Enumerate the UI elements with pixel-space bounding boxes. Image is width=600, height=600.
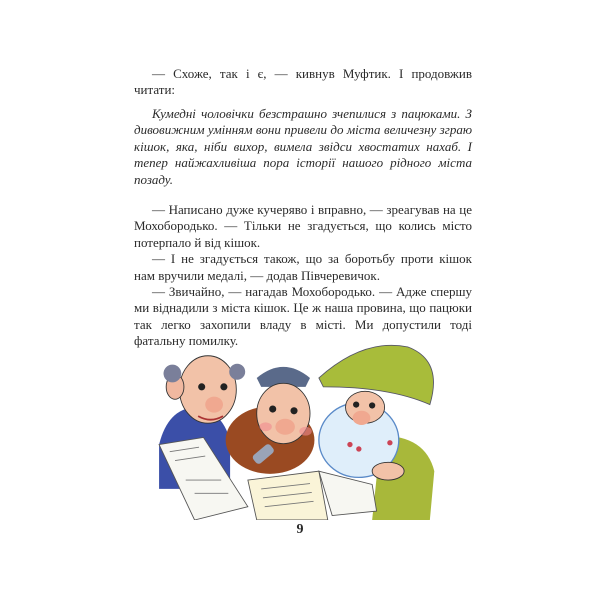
illustration-three-characters-reading-newspaper	[140, 338, 480, 520]
page-number: 9	[296, 522, 304, 537]
paragraph: — Звичайно, — нагадав Мохобородько. — Адже спершу ми віднадили з міста кішок. Це ж наша провина, що пацюки так легко захопили владу в місті. Ми допустили тоді фатальну помилку.	[134, 284, 472, 349]
paragraph: — Схоже, так і є, — кивнув Муфтик. І продовжив читати:	[134, 66, 472, 98]
paragraph: — І не згадується також, що за боротьбу проти кішок нам вручили медалі, — додав Півчеревичок.	[134, 251, 472, 283]
dialogue-text	[134, 202, 472, 350]
italic-paragraph: Кумедні чоловічки безстрашно зчепилися з пацюками. З дивовижним умінням вони привели до міста величезну зграю кішок, яка, ніби вихор, вимела звідси хвостатих нахаб. І тепер найжахливіша пора історії нашого рідного міста позаду.	[134, 106, 472, 187]
intro-text	[134, 66, 472, 99]
paragraph: — Написано дуже кучеряво і вправно, — зреагував на це Мохобородько. — Тільки не згадується, що колись місто потерпало й від кішок.	[134, 202, 472, 250]
furry-character	[226, 367, 315, 474]
quoted-newspaper-text	[134, 106, 472, 188]
